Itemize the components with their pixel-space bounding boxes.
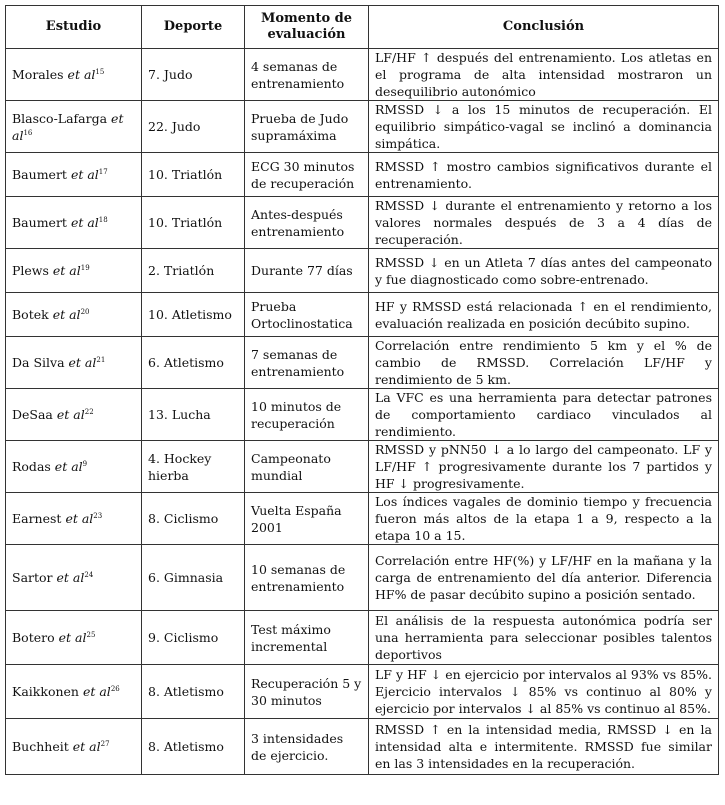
cell-deporte: 8. Atletismo [142,665,245,719]
studies-table [5,5,719,775]
cell-conclusion: LF/HF ↑ después del entrenamiento. Los atletas en el programa de alta intensidad mostraron un desequilibrio autonómico [369,49,719,101]
cell-estudio [6,611,142,665]
table-row [6,249,719,293]
author-name: Rodas [12,459,51,474]
reference-number: 22 [84,407,94,416]
cell-momento: 10 semanas de entrenamiento [245,545,369,611]
reference-number: 24 [84,570,94,579]
cell-estudio [6,197,142,249]
cell-conclusion: Correlación entre HF(%) y LF/HF en la mañana y la carga de entrenamiento del día anterior. Diferencia HF% de pasar decúbito supino a posición sentado. [369,545,719,611]
reference-number: 18 [98,215,108,224]
reference-number: 27 [100,739,110,748]
author-name: Buchheit [12,739,69,754]
et-al: et al [70,167,99,182]
cell-momento: Vuelta España 2001 [245,493,369,545]
reference-number: 17 [98,167,108,176]
author-name: Plews [12,263,49,278]
header-momento: Momento de evaluación [245,6,369,49]
et-al: et al [65,511,94,526]
cell-deporte: 13. Lucha [142,389,245,441]
cell-momento: Durante 77 días [245,249,369,293]
author-name: Da Silva [12,355,65,370]
author-name: Kaikkonen [12,684,79,699]
reference-number: 25 [86,630,96,639]
cell-momento: 7 semanas de entrenamiento [245,337,369,389]
cell-momento: 10 minutos de recuperación [245,389,369,441]
et-al: et al [72,739,101,754]
header-row [6,6,719,49]
cell-conclusion: El análisis de la respuesta autonómica podría ser una herramienta para seleccionar posibles talentos deportivos [369,611,719,665]
cell-deporte: 10. Triatlón [142,153,245,197]
table-row [6,441,719,493]
reference-number: 21 [96,355,106,364]
cell-conclusion: HF y RMSSD está relacionada ↑ en el rendimiento, evaluación realizada en posición decúbito supino. [369,293,719,337]
cell-momento: Antes-después entrenamiento [245,197,369,249]
author-name: Botek [12,307,49,322]
cell-deporte: 7. Judo [142,49,245,101]
header-deporte: Deporte [142,6,245,49]
table-row [6,545,719,611]
cell-conclusion: RMSSD ↑ en la intensidad media, RMSSD ↓ en la intensidad alta e intermitente. RMSSD fue similar en las 3 intensidades en la recuperación. [369,719,719,775]
et-al: et al [52,307,81,322]
cell-estudio [6,293,142,337]
et-al: et al [82,684,111,699]
cell-deporte: 6. Gimnasia [142,545,245,611]
cell-estudio [6,441,142,493]
table-row [6,337,719,389]
reference-number: 9 [82,459,88,468]
reference-number: 16 [23,128,33,137]
et-al: et al [54,459,83,474]
author-name: DeSaa [12,407,53,422]
reference-number: 26 [110,684,120,693]
cell-conclusion: RMSSD ↓ en un Atleta 7 días antes del campeonato y fue diagnosticado como sobre-entrenado. [369,249,719,293]
cell-deporte: 9. Ciclismo [142,611,245,665]
cell-estudio [6,249,142,293]
table-row [6,389,719,441]
reference-number: 23 [93,511,103,520]
table-row [6,153,719,197]
table-row [6,293,719,337]
cell-deporte: 8. Atletismo [142,719,245,775]
et-al: et al [68,355,97,370]
cell-estudio [6,545,142,611]
cell-conclusion: RMSSD ↓ durante el entrenamiento y retorno a los valores normales después de 3 a 4 días de recuperación. [369,197,719,249]
cell-deporte: 4. Hockey hierba [142,441,245,493]
cell-momento: 4 semanas de entrenamiento [245,49,369,101]
cell-conclusion: La VFC es una herramienta para detectar patrones de comportamiento cardiaco vinculados al rendimiento. [369,389,719,441]
table-row [6,493,719,545]
cell-estudio [6,389,142,441]
author-name: Baumert [12,167,67,182]
et-al: et al [58,630,87,645]
cell-estudio [6,49,142,101]
cell-estudio [6,153,142,197]
author-name: Morales [12,67,64,82]
cell-deporte: 10. Triatlón [142,197,245,249]
et-al: et al [56,407,85,422]
cell-deporte: 10. Atletismo [142,293,245,337]
cell-conclusion: RMSSD ↓ a los 15 minutos de recuperación. El equilibrio simpático-vagal se inclinó a dominancia simpática. [369,101,719,153]
cell-momento: Test máximo incremental [245,611,369,665]
cell-conclusion: Los índices vagales de dominio tiempo y frecuencia fueron más altos de la etapa 1 a 9, respecto a la etapa 10 a 15. [369,493,719,545]
cell-estudio [6,493,142,545]
cell-deporte: 6. Atletismo [142,337,245,389]
et-al: et al [67,67,96,82]
et-al: et al [12,110,124,143]
table-row [6,719,719,775]
table-row [6,197,719,249]
table-row [6,101,719,153]
cell-momento: Prueba de Judo supramáxima [245,101,369,153]
table-row [6,665,719,719]
table-body [6,49,719,775]
cell-momento: Recuperación 5 y 30 minutos [245,665,369,719]
cell-conclusion: Correlación entre rendimiento 5 km y el % de cambio de RMSSD. Correlación LF/HF y rendimiento de 5 km. [369,337,719,389]
cell-estudio [6,719,142,775]
author-name: Earnest [12,511,62,526]
et-al: et al [56,570,85,585]
cell-estudio [6,337,142,389]
header-estudio: Estudio [6,6,142,49]
author-name: Baumert [12,215,67,230]
cell-momento: 3 intensidades de ejercicio. [245,719,369,775]
cell-momento: ECG 30 minutos de recuperación [245,153,369,197]
cell-conclusion: LF y HF ↓ en ejercicio por intervalos al 93% vs 85%. Ejercicio intervalos ↓ 85% vs continuo al 80% y ejercicio por intervalos ↓ al 85% vs continuo al 85%. [369,665,719,719]
cell-estudio [6,101,142,153]
cell-conclusion: RMSSD ↑ mostro cambios significativos durante el entrenamiento. [369,153,719,197]
et-al: et al [52,263,81,278]
header-conclusion: Conclusión [369,6,719,49]
reference-number: 15 [95,67,105,76]
et-al: et al [70,215,99,230]
cell-momento: Prueba Ortoclinostatica [245,293,369,337]
table-row [6,49,719,101]
reference-number: 19 [80,263,90,272]
cell-estudio [6,665,142,719]
cell-momento: Campeonato mundial [245,441,369,493]
table-row [6,611,719,665]
reference-number: 20 [80,307,90,316]
author-name: Blasco-Lafarga [12,110,108,126]
author-name: Sartor [12,570,53,585]
table-container [5,5,719,775]
cell-deporte: 8. Ciclismo [142,493,245,545]
author-name: Botero [12,630,55,645]
cell-deporte: 2. Triatlón [142,249,245,293]
cell-conclusion: RMSSD y pNN50 ↓ a lo largo del campeonato. LF y LF/HF ↑ progresivamente durante los 7 partidos y HF ↓ progresivamente. [369,441,719,493]
cell-deporte: 22. Judo [142,101,245,153]
